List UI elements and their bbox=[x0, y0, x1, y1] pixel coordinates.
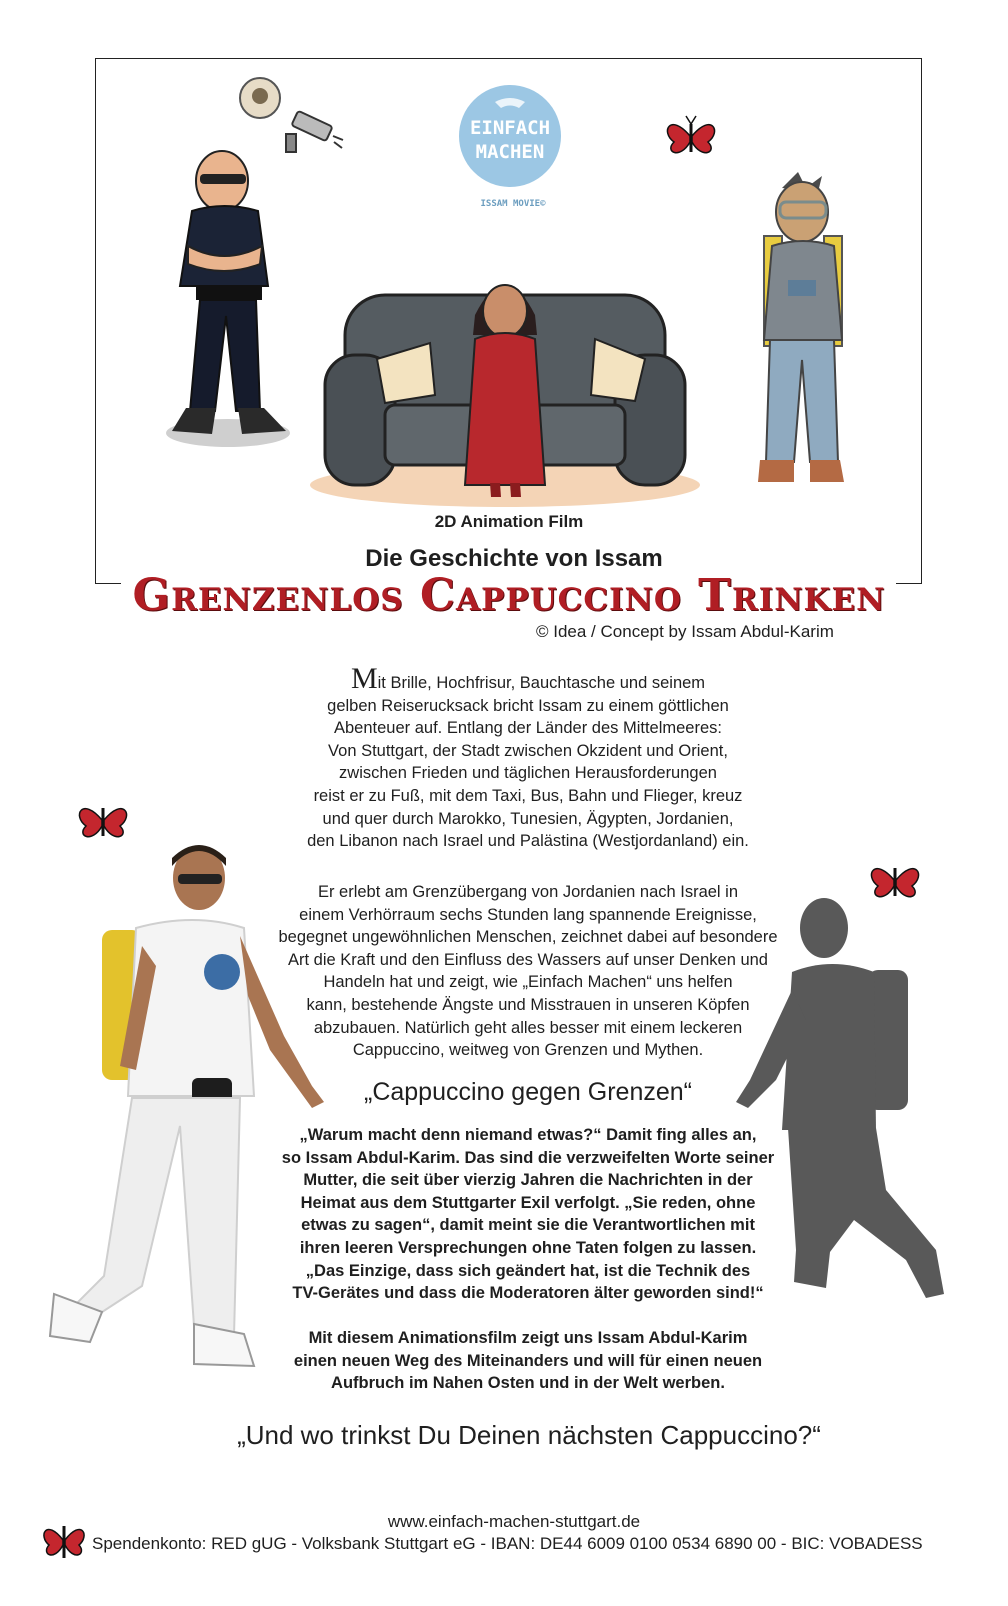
intro-line: it Brille, Hochfrisur, Bauchtasche und seinem bbox=[377, 674, 706, 692]
intro-line: zwischen Frieden und täglichen Herausforderungen bbox=[339, 764, 717, 783]
section-heading-quote: „Cappuccino gegen Grenzen“ bbox=[364, 1078, 692, 1106]
bold-line: ihren leeren Versprechungen ohne Taten folgen zu lassen. bbox=[299, 1238, 757, 1257]
intro-paragraph bbox=[250, 662, 806, 853]
footer-website[interactable]: www.einfach-machen-stuttgart.de bbox=[387, 1512, 641, 1531]
logo-line1: EINFACH bbox=[469, 117, 551, 139]
bold-line: Mutter, die seit über vierzig Jahren die Nachrichten in der bbox=[303, 1171, 753, 1190]
logo-line2: MACHEN bbox=[475, 141, 545, 163]
intro-line: gelben Reiserucksack bricht Issam zu einem göttlichen bbox=[327, 696, 729, 715]
bold-line: TV-Gerätes und dass die Moderatoren älter geworden sind!“ bbox=[292, 1284, 764, 1303]
einfach-machen-logo bbox=[455, 84, 567, 214]
copyright-line: © Idea / Concept by Issam Abdul-Karim bbox=[536, 622, 834, 641]
intro-line: den Libanon nach Israel und Palästina (Westjordanland) ein. bbox=[307, 832, 749, 851]
bold-line: so Issam Abdul-Karim. Das sind die verzweifelten Worte seiner bbox=[281, 1148, 775, 1167]
butterfly-icon bbox=[660, 112, 722, 160]
second-line: Art die Kraft und den Einfluss des Wassers auf unser Denken und bbox=[288, 950, 768, 969]
second-line: kann, bestehende Ängste und Misstrauen in unseren Köpfen bbox=[306, 995, 750, 1014]
film-type-label: 2D Animation Film bbox=[434, 512, 584, 531]
intro-dropcap: M bbox=[350, 662, 378, 695]
frame-border-top bbox=[95, 58, 921, 59]
footer-bank-details: Spendenkonto: RED gUG - Volksbank Stuttgart eG - IBAN: DE44 6009 0100 0534 6890 00 - BIC: VOBADESS bbox=[92, 1534, 923, 1553]
walking-man-photo bbox=[44, 836, 334, 1382]
closing-question: „Und wo trinkst Du Deinen nächsten Cappuccino?“ bbox=[237, 1420, 821, 1450]
intro-line: reist er zu Fuß, mit dem Taxi, Bus, Bahn und Flieger, kreuz bbox=[313, 786, 743, 805]
second-line: abzubauen. Natürlich geht alles besser mit einem leckeren bbox=[313, 1018, 743, 1037]
second-line: Handeln hat und zeigt, wie „Einfach Machen“ uns helfen bbox=[323, 973, 733, 992]
bold-line: „Das Einzige, dass sich geändert hat, ist die Technik des bbox=[305, 1261, 751, 1280]
bold-line: einen neuen Weg des Miteinanders und will für einen neuen bbox=[293, 1351, 763, 1370]
bold-line: Mit diesem Animationsfilm zeigt uns Issam Abdul-Karim bbox=[308, 1329, 748, 1347]
logo-caption: ISSAM MOVIE© bbox=[480, 199, 546, 209]
page-title: Grenzenlos Cappuccino Trinken bbox=[132, 570, 886, 621]
bold-line: „Warum macht denn niemand etwas?“ Damit fing alles an, bbox=[299, 1126, 757, 1144]
second-line: Er erlebt am Grenzübergang von Jordanien nach Israel in bbox=[317, 883, 739, 901]
second-line: begegnet ungewöhnlichen Menschen, zeichnet dabei auf besondere bbox=[278, 928, 778, 947]
traveler-drawing-illustration bbox=[748, 170, 858, 492]
intro-line: und quer durch Marokko, Tunesien, Ägypten, Jordanien, bbox=[322, 809, 734, 828]
intro-line: Abenteuer auf. Entlang der Länder des Mittelmeeres: bbox=[334, 719, 722, 738]
page-subtitle: Die Geschichte von Issam bbox=[365, 545, 663, 572]
bold-line: Heimat aus dem Stuttgarter Exil verfolgt. „Sie reden, ohne bbox=[300, 1193, 756, 1212]
sofa-girl-illustration bbox=[305, 255, 705, 513]
bold-line: etwas zu sagen“, damit meint sie die Verantwortlichen mit bbox=[301, 1216, 755, 1235]
silhouette-figure bbox=[736, 890, 950, 1310]
guard-character-illustration bbox=[160, 146, 295, 451]
second-line: Cappuccino, weitweg von Grenzen und Mythen. bbox=[352, 1041, 704, 1060]
frame-border-right bbox=[921, 58, 922, 583]
second-line: einem Verhörraum sechs Stunden lang spannende Ereignisse, bbox=[299, 905, 757, 924]
frame-border-left bbox=[95, 58, 96, 583]
intro-line: Von Stuttgart, der Stadt zwischen Okzident und Orient, bbox=[328, 741, 728, 760]
bold-line: Aufbruch im Nahen Osten und in der Welt werben. bbox=[331, 1374, 725, 1393]
